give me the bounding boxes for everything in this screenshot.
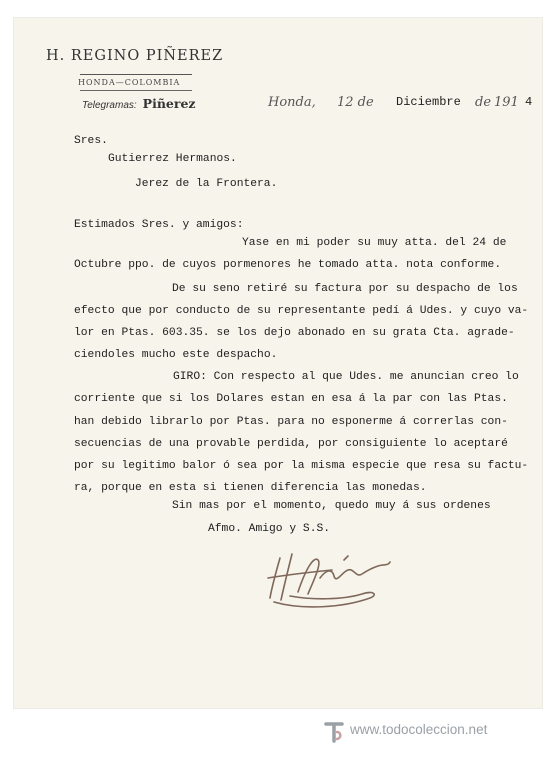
body-line: por su legitimo balor ó sea por la misma especie que resa su factu- <box>74 460 529 472</box>
body-line: Yase en mi poder su muy atta. del 24 de <box>242 237 507 249</box>
date-day: 12 de <box>337 95 374 110</box>
watermark-text: www.todocoleccion.net <box>350 722 488 737</box>
body-line: Octubre ppo. de cuyos pormenores he tomado atta. nota conforme. <box>74 259 502 271</box>
body-line: secuencias de una provable perdida, por consiguiente lo aceptaré <box>74 438 508 450</box>
telegram-label: Telegramas: <box>82 100 137 111</box>
body-line: GIRO: Con respecto al que Udes. me anuncian creo lo <box>173 371 519 383</box>
letterhead-rule-bottom <box>80 90 192 91</box>
body-line: han debido librarlo por Ptas. para no esponerme á correrlas con- <box>74 416 508 428</box>
date-de: de <box>475 95 492 110</box>
recipient-name: Gutierrez Hermanos. <box>108 153 237 165</box>
closing: Afmo. Amigo y S.S. <box>208 523 331 535</box>
signature-image <box>262 548 398 612</box>
letterhead-name: H. REGINO PIÑEREZ <box>46 48 224 64</box>
body-line: lor en Ptas. 603.35. se los dejo abonado en su grata Cta. agrade- <box>74 327 515 339</box>
date-place: Honda, <box>268 95 316 110</box>
body-line: corriente que si los Dolares estan en esa á la par con las Ptas. <box>74 393 508 405</box>
greeting: Estimados Sres. y amigos: <box>74 219 244 231</box>
date-year-prefix: 191 <box>494 95 519 110</box>
recipient-city: Jerez de la Frontera. <box>135 178 278 190</box>
date-month: Diciembre <box>396 95 461 109</box>
body-line: ciendoles mucho este despacho. <box>74 349 278 361</box>
body-line: Sin mas por el momento, quedo muy á sus ordenes <box>172 500 491 512</box>
watermark-logo-icon <box>323 719 345 743</box>
letterhead-rule-top <box>80 74 192 75</box>
recipient-salutation: Sres. <box>74 135 108 147</box>
letterhead-location: HONDA—COLOMBIA <box>78 78 181 87</box>
letterhead-telegram <box>82 95 196 113</box>
body-line: ra, porque en esta si tienen diferencia las monedas. <box>74 482 427 494</box>
telegram-value: Piñerez <box>142 96 196 111</box>
body-line: De su seno retiré su factura por su despacho de los <box>172 283 518 295</box>
body-line: efecto que por conducto de su representante pedí á Udes. y cuyo va- <box>74 305 529 317</box>
date-year-digit: 4 <box>525 95 533 109</box>
